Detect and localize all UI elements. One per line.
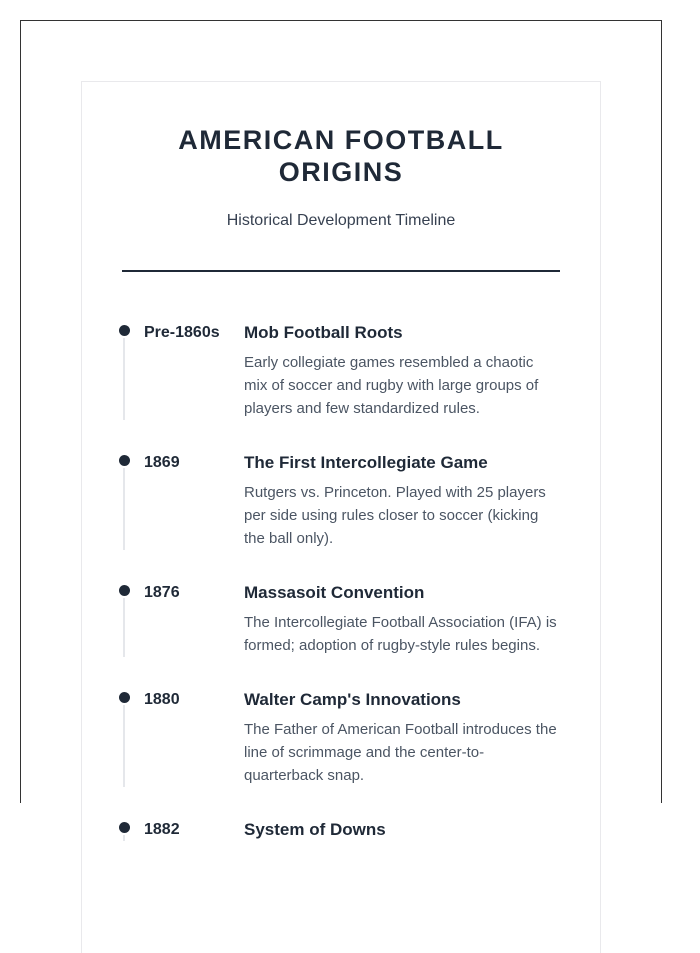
item-title: Massasoit Convention <box>244 582 425 602</box>
item-content <box>244 322 560 420</box>
timeline-dot-icon <box>119 692 130 703</box>
item-description: The Intercollegiate Football Association (IFA) is formed; adoption of rugby-style rules begins. <box>244 613 557 654</box>
item-content <box>244 689 560 787</box>
timeline-marker <box>118 452 144 550</box>
timeline <box>118 322 560 841</box>
item-year: 1876 <box>144 583 180 601</box>
timeline-dot-icon <box>119 325 130 336</box>
item-description: The Father of American Football introduces the line of scrimmage and the center-to-quarterback snap. <box>244 720 557 784</box>
item-year: Pre-1860s <box>144 323 220 341</box>
item-title: Walter Camp's Innovations <box>244 689 461 709</box>
timeline-marker <box>118 689 144 787</box>
item-content <box>244 819 560 841</box>
timeline-dot-icon <box>119 455 130 466</box>
timeline-item <box>118 819 560 841</box>
item-year: 1882 <box>144 820 180 838</box>
timeline-connector <box>123 338 125 420</box>
timeline-item <box>118 582 560 657</box>
item-year: 1880 <box>144 690 180 708</box>
timeline-marker <box>118 322 144 420</box>
item-title: System of Downs <box>244 819 386 839</box>
page-frame <box>20 20 662 839</box>
timeline-connector <box>123 598 125 657</box>
item-content <box>244 582 560 657</box>
page-subtitle: Historical Development Timeline <box>226 211 456 229</box>
timeline-dot-icon <box>119 822 130 833</box>
timeline-connector <box>123 835 125 841</box>
timeline-connector <box>123 705 125 787</box>
item-description: Early collegiate games resembled a chaotic mix of soccer and rugby with large groups of players and few standardized rules. <box>244 353 539 417</box>
page-title: AMERICAN FOOTBALL ORIGINS <box>178 125 504 188</box>
timeline-item <box>118 452 560 550</box>
item-description: Rutgers vs. Princeton. Played with 25 players per side using rules closer to soccer (kicking the ball only). <box>244 483 546 547</box>
timeline-item <box>118 322 560 420</box>
timeline-marker <box>118 819 144 841</box>
timeline-item <box>118 689 560 787</box>
item-year: 1869 <box>144 453 180 471</box>
item-title: Mob Football Roots <box>244 322 403 342</box>
header-divider <box>122 270 560 272</box>
item-content <box>244 452 560 550</box>
item-title: The First Intercollegiate Game <box>244 452 488 472</box>
timeline-dot-icon <box>119 585 130 596</box>
timeline-marker <box>118 582 144 657</box>
document-card <box>81 81 601 953</box>
timeline-connector <box>123 468 125 550</box>
